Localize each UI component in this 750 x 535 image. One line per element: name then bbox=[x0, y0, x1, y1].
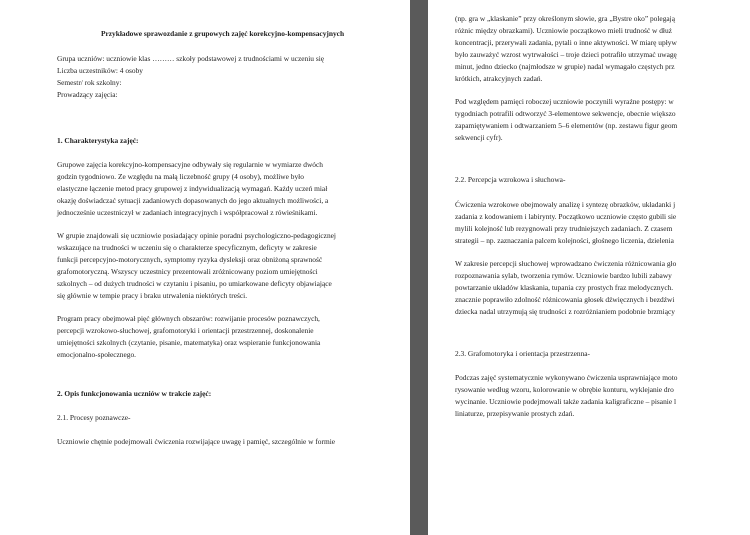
paragraph bbox=[57, 159, 382, 219]
paragraph-line: (np. gra w „klaskanie” przy określonym słowie, gra „Bystre oko” polegają bbox=[455, 14, 676, 23]
paragraph-line: percepcji wzrokowo-słuchowej, grafomotoryki i orientacji przestrzennej, doskonalenie bbox=[57, 325, 314, 335]
paragraph-line: minut, jedno dziecko (najmłodsze w grupie) nadal wymagało częstych prz bbox=[455, 61, 675, 71]
paragraph-line: Podczas zajęć systematycznie wykonywano ćwiczenia usprawniające moto bbox=[455, 372, 678, 382]
paragraph-line: okazję doświadczać sytuacji zadaniowych dopasowanych do jego aktualnych możliwości, a bbox=[57, 195, 329, 205]
paragraph-line: krótkich, atrakcyjnych zadań. bbox=[455, 73, 543, 83]
paragraph-line: W grupie znajdowali się uczniowie posiadający opinie poradni psychologiczno-pedagogicznej bbox=[57, 230, 336, 240]
paragraph-line: umiejętności szkolnych (czytanie, pisanie, matematyka) oraz wspieranie funkcjonowania bbox=[57, 337, 321, 347]
paragraph-line: Pod względem pamięci roboczej uczniowie poczynili wyraźne postępy: w bbox=[455, 96, 674, 106]
paragraph-line: emocjonalno-społecznego. bbox=[57, 349, 137, 359]
paragraph-line: szkolnych – od dużych trudności w czytaniu i pisaniu, po umiarkowane deficyty objawiające bbox=[57, 278, 332, 288]
report-meta bbox=[57, 53, 382, 101]
paragraph-line: godzin tygodniowo. Ze względu na małą liczebność grupy (4 osoby), możliwe było bbox=[57, 171, 304, 181]
paragraph-line: Grupowe zajęcia korekcyjno-kompensacyjne odbywały się regularnie w wymiarze dwóch bbox=[57, 159, 323, 169]
paragraph-line: znacznie poprawiło zdolność różnicowania głosek dźwięcznych i bezdźwi bbox=[455, 294, 675, 304]
meta-line: Prowadzący zajęcia: bbox=[57, 89, 118, 99]
paragraph-line: W zakresie percepcji słuchowej wprowadzano ćwiczenia różnicowania gło bbox=[455, 258, 677, 268]
paragraph-line: powtarzanie układów klaskania, tupania czy prostych fraz melodycznych. bbox=[455, 282, 674, 292]
paragraph bbox=[455, 199, 750, 247]
paragraph-line: się głównie w tempie pracy i braku utrwalenia niektórych treści. bbox=[57, 290, 248, 300]
paragraph-line: dziecka nadal utrzymują się trudności z rozróżnianiem podobnie brzmiący bbox=[455, 306, 675, 316]
page-gutter bbox=[410, 0, 428, 535]
paragraph-line: Program pracy obejmował pięć głównych obszarów: rozwijanie procesów poznawczych, bbox=[57, 313, 320, 323]
subsection-heading: 2.3. Grafomotoryka i orientacja przestrzenna- bbox=[455, 348, 591, 358]
paragraph bbox=[455, 372, 750, 420]
paragraph-line: strategii – np. zaznaczania palcem kolejności, głośnego liczenia, dzielenia bbox=[455, 235, 674, 245]
paragraph bbox=[455, 13, 750, 85]
paragraph bbox=[57, 230, 382, 302]
section-heading: 2. Opis funkcjonowania uczniów w trakcie zajęć: bbox=[57, 388, 212, 398]
paragraph-line: liniaturze, przepisywanie prostych zdań. bbox=[455, 408, 575, 418]
paragraph-line: wycinanie. Uczniowie podejmowali także zadania kaligraficzne – pisanie l bbox=[455, 396, 677, 406]
document-page-right bbox=[428, 0, 750, 535]
paragraph-line: zapamiętywaniem i odtwarzaniem 5–6 elementów (np. zestawu figur geom bbox=[455, 120, 678, 130]
paragraph-line: zadania z kodowaniem i labirynty. Początkowo uczniowie często gubili sie bbox=[455, 211, 677, 221]
paragraph-line: jednocześnie uczestniczył w zadaniach integracyjnych i współpracował z rówieśnikami. bbox=[57, 207, 318, 217]
paragraph-line: było zauważyć wzrost wytrwałości – troje dzieci potrafiło utrzymać uwagę bbox=[455, 49, 677, 59]
paragraph-line: sekwencji cyfr). bbox=[455, 132, 503, 142]
section-heading: 1. Charakterystyka zajęć: bbox=[57, 135, 139, 145]
paragraph-line: rysowanie według wzoru, kolorowanie w obrębie konturu, wyklejanie dro bbox=[455, 384, 674, 394]
paragraph-line: koncentracji, przerywali zadania, pytali o inne aktywności. W miarę upływ bbox=[455, 37, 677, 47]
paragraph bbox=[455, 96, 750, 144]
paragraph-line: różnic między obrazkami). Uczniowie początkowo mieli trudność w dłuż bbox=[455, 25, 672, 35]
paragraph-line: tygodniach potrafili odtworzyć 3-elementowe sekwencje, obecnie większo bbox=[455, 108, 676, 118]
document-title: Przykładowe sprawozdanie z grupowych zajęć korekcyjno-kompensacyjnych bbox=[100, 29, 345, 38]
meta-line: Grupa uczniów: uczniowie klas ……… szkoły podstawowej z trudnościami w uczeniu się bbox=[57, 53, 325, 63]
paragraph-line: rozpoznawania sylab, tworzenia rymów. Uczniowie bardzo lubili zabawy bbox=[455, 270, 672, 280]
paragraph-line: wskazujące na trudności w uczeniu się o charakterze specyficznym, deficyty w zakresie bbox=[57, 242, 317, 252]
paragraph-line: funkcji percepcyjno-motorycznych, symptomy ryzyka dysleksji oraz obniżoną sprawność bbox=[57, 254, 323, 264]
paragraph-line: Ćwiczenia wzrokowe obejmowały analizę i syntezę obrazków, układanki j bbox=[455, 199, 676, 209]
paragraph-line: mylili kolejność lub rezygnowali przy trudniejszych zadaniach. Z czasem bbox=[455, 223, 673, 233]
paragraph-line: elastyczne łączenie metod pracy grupowej z indywidualizacją wymagań. Każdy uczeń miał bbox=[57, 183, 328, 193]
paragraph-line: grafomotoryczną. Wszyscy uczestnicy prezentowali zróżnicowany poziom umiejętności bbox=[57, 266, 318, 276]
paragraph-line: Uczniowie chętnie podejmowali ćwiczenia rozwijające uwagę i pamięć, szczególnie w formie bbox=[57, 436, 336, 446]
subsection-heading: 2.1. Procesy poznawcze- bbox=[57, 412, 131, 422]
paragraph bbox=[455, 258, 750, 318]
paragraph bbox=[57, 313, 382, 361]
meta-line: Semestr/ rok szkolny: bbox=[57, 77, 122, 87]
meta-line: Liczba uczestników: 4 osoby bbox=[57, 65, 143, 75]
subsection-heading: 2.2. Percepcja wzrokowa i słuchowa- bbox=[455, 174, 566, 184]
